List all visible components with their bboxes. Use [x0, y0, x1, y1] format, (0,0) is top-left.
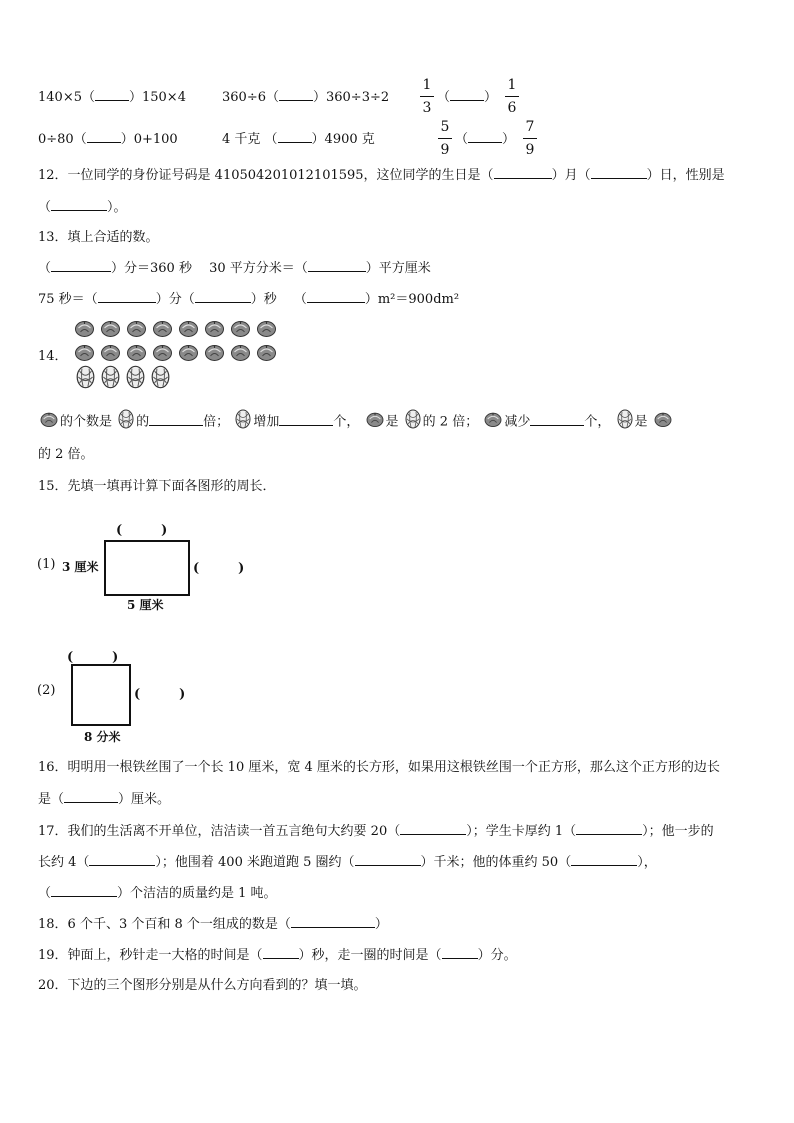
yarn-ball-icon: [76, 365, 95, 393]
garlic-icon: [484, 411, 502, 433]
answer-blank[interactable]: [278, 130, 312, 143]
question-16-line-2: 是（ ）厘米。: [38, 792, 171, 807]
question-17-line-3: （ ）个洁洁的质量约是 1 吨。: [38, 886, 277, 901]
compare-row-1b: 360÷6（ ）360÷3÷2: [222, 90, 390, 105]
fraction: 1 6: [505, 76, 519, 117]
answer-blank[interactable]: [442, 946, 478, 959]
answer-blank[interactable]: [51, 259, 111, 272]
question-15-title: 15．先填一填再计算下面各图形的周长．: [38, 479, 276, 494]
garlic-icon: [40, 411, 58, 433]
garlic-icon: [230, 319, 251, 341]
question-17-line-1: 17．我们的生活离不开单位，洁洁读一首五言绝句大约要 20（ ）；学生卡厚约 1（ ）；他一步的: [38, 824, 714, 839]
question-12-line-2: （ ）。: [38, 200, 127, 215]
answer-blank[interactable]: [51, 198, 107, 211]
answer-blank[interactable]: [307, 290, 365, 303]
answer-blank[interactable]: [279, 413, 333, 426]
figure-1-side-label: 3 厘米: [62, 560, 99, 574]
fraction: 1 3: [420, 76, 434, 117]
question-14-line-2: 的 2 倍。: [38, 447, 94, 462]
answer-blank[interactable]: [355, 853, 421, 866]
answer-blank[interactable]: [494, 166, 552, 179]
garlic-icon: [126, 319, 147, 341]
compare-row-1a: 140×5（ ）150×4: [38, 90, 186, 105]
question-12-line-1: 12．一位同学的身份证号码是 410504201012101595，这位同学的生日是（ ）月（ ）日，性别是: [38, 168, 725, 183]
answer-blank[interactable]: [450, 88, 484, 101]
answer-blank[interactable]: [87, 130, 121, 143]
garlic-icon: [100, 343, 121, 365]
figure-2-label: (2): [37, 683, 56, 698]
answer-blank[interactable]: [51, 884, 117, 897]
answer-blank[interactable]: [400, 822, 466, 835]
garlic-icon: [178, 319, 199, 341]
question-13-line-2: 75 秒＝（ ）分（ ）秒 （ ）m²＝900dm²: [38, 292, 460, 307]
garlic-icon: [152, 319, 173, 341]
garlic-icon: [152, 343, 173, 365]
answer-blank[interactable]: [98, 290, 156, 303]
garlic-icon: [126, 343, 147, 365]
answer-blank[interactable]: [308, 259, 366, 272]
figure-1-bottom-label: 5 厘米: [127, 598, 164, 612]
rectangle-figure: [104, 540, 190, 596]
figure-2-top-blank[interactable]: ( ): [67, 650, 119, 665]
fraction: 7 9: [523, 118, 537, 159]
figure-1-label: (1): [37, 557, 56, 572]
garlic-icon: [230, 343, 251, 365]
question-17-line-2: 长约 4（ ）；他围着 400 米跑道跑 5 圈约（ ）千米；他的体重约 50（ ），: [38, 855, 657, 870]
question-13-line-1: （ ）分＝360 秒 30 平方分米＝（ ）平方厘米: [38, 261, 431, 276]
answer-blank[interactable]: [576, 822, 642, 835]
garlic-icon: [256, 319, 277, 341]
garlic-icon: [74, 319, 95, 341]
fraction: 5 9: [438, 118, 452, 159]
question-14-number: 14．: [38, 349, 68, 364]
garlic-icon: [654, 411, 672, 433]
question-13-title: 13．填上合适的数。: [38, 230, 159, 245]
answer-blank[interactable]: [195, 290, 251, 303]
answer-blank[interactable]: [149, 413, 203, 426]
figure-2-right-blank[interactable]: ( ): [134, 687, 186, 702]
answer-blank[interactable]: [591, 166, 647, 179]
answer-blank[interactable]: [95, 88, 129, 101]
question-16-line-1: 16．明明用一根铁丝围了一个长 10 厘米，宽 4 厘米的长方形，如果用这根铁丝围一个正方形，那么这个正方形的边长: [38, 760, 720, 775]
garlic-icon: [178, 343, 199, 365]
figure-1-top-blank[interactable]: ( ): [116, 523, 168, 538]
figure-2-bottom-label: 8 分米: [84, 730, 121, 744]
garlic-group: [74, 319, 284, 367]
square-figure: [71, 664, 131, 726]
answer-blank[interactable]: [530, 413, 584, 426]
yarn-ball-icon: [235, 409, 251, 435]
garlic-icon: [100, 319, 121, 341]
garlic-icon: [204, 343, 225, 365]
question-14-line-1: 的个数是 的 倍； 增加 个， 是 的 2 倍； 减少 个， 是: [38, 409, 674, 435]
yarn-ball-icon: [617, 409, 633, 435]
compare-row-2b: 4 千克 （ ）4900 克: [222, 132, 375, 147]
garlic-icon: [366, 411, 384, 433]
yarn-ball-icon: [118, 409, 134, 435]
compare-row-2a: 0÷80（ ）0+100: [38, 132, 178, 147]
compare-blank-frac-1: （ ）: [437, 90, 498, 105]
yarn-ball-icon: [126, 365, 145, 393]
answer-blank[interactable]: [468, 130, 502, 143]
question-20: 20．下边的三个图形分别是从什么方向看到的？填一填。: [38, 978, 367, 993]
answer-blank[interactable]: [279, 88, 313, 101]
answer-blank[interactable]: [89, 853, 155, 866]
yarn-ball-icon: [151, 365, 170, 393]
yarn-ball-icon: [101, 365, 120, 393]
answer-blank[interactable]: [263, 946, 299, 959]
garlic-icon: [74, 343, 95, 365]
answer-blank[interactable]: [571, 853, 637, 866]
question-19: 19．钟面上，秒针走一大格的时间是（ ）秒，走一圈的时间是（ ）分。: [38, 948, 517, 963]
garlic-icon: [204, 319, 225, 341]
garlic-icon: [256, 343, 277, 365]
compare-blank-frac-2: （ ）: [455, 132, 516, 147]
question-18: 18．6 个千、3 个百和 8 个一组成的数是（ ）: [38, 917, 388, 932]
answer-blank[interactable]: [291, 915, 375, 928]
answer-blank[interactable]: [64, 790, 118, 803]
yarn-ball-icon: [405, 409, 421, 435]
yarn-group: [76, 365, 186, 393]
figure-1-right-blank[interactable]: ( ): [193, 561, 245, 576]
